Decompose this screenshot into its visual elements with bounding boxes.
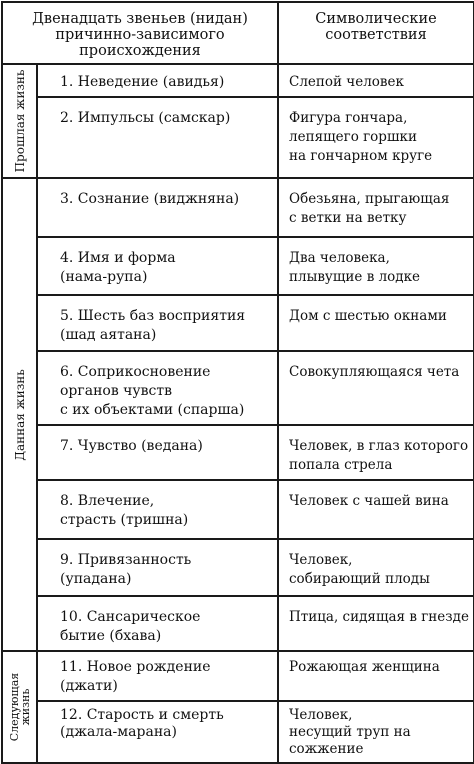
link-name: 8. Влечение, страсть (тришна) [37,480,278,539]
table-row [2,651,474,701]
table-row [2,178,474,237]
link-name: 4. Имя и форма (нама-рупа) [37,237,278,295]
header-links: Двенадцать звеньев (нидан) причинно-зависимого происхождения [2,2,278,64]
link-name: 9. Привязанность (упадана) [37,539,278,596]
link-name: 2. Импульсы (самскар) [37,97,278,178]
table-row [2,64,474,97]
life-future-label: Следующая жизнь [7,672,32,742]
link-symbol: Слепой человек [278,64,474,97]
link-symbol: Фигура гончара, лепящего горшки на гончарном круге [278,97,474,178]
table-row [2,539,474,596]
life-past-label: Прошлая жизнь [12,69,27,173]
link-name: 7. Чувство (ведана) [37,425,278,480]
link-name: 12. Старость и смерть (джала-марана) [37,701,278,763]
header-symbols: Символические соответствия [278,2,474,64]
table-row [2,351,474,425]
link-symbol: Человек, собирающий плоды [278,539,474,596]
link-symbol: Человек, в глаз которого попала стрела [278,425,474,480]
table-row [2,97,474,178]
link-name: 10. Сансарическое бытие (бхава) [37,596,278,651]
table-row [2,596,474,651]
life-present-cell [2,178,37,651]
link-symbol: Рожающая женщина [278,651,474,701]
link-name: 6. Соприкосновение органов чувств с их объектами (спарша) [37,351,278,425]
link-symbol: Человек с чашей вина [278,480,474,539]
link-symbol: Человек, несущий труп на сожжение [278,701,474,763]
table-row [2,480,474,539]
life-present-label: Данная жизнь [12,368,27,461]
link-symbol: Птица, сидящая в гнезде [278,596,474,651]
link-symbol: Совокупляющаяся чета [278,351,474,425]
life-past-cell [2,64,37,178]
header-row [2,2,474,64]
table-row [2,701,474,763]
table-row [2,237,474,295]
table-row [2,295,474,351]
link-name: 11. Новое рождение (джати) [37,651,278,701]
table-row [2,425,474,480]
link-name: 5. Шесть баз восприятия (шад аятана) [37,295,278,351]
nidana-table [1,1,474,764]
link-name: 1. Неведение (авидья) [37,64,278,97]
link-name: 3. Сознание (виджняна) [37,178,278,237]
link-symbol: Дом с шестью окнами [278,295,474,351]
life-future-cell [2,651,37,763]
link-symbol: Два человека, плывущие в лодке [278,237,474,295]
link-symbol: Обезьяна, прыгающая с ветки на ветку [278,178,474,237]
